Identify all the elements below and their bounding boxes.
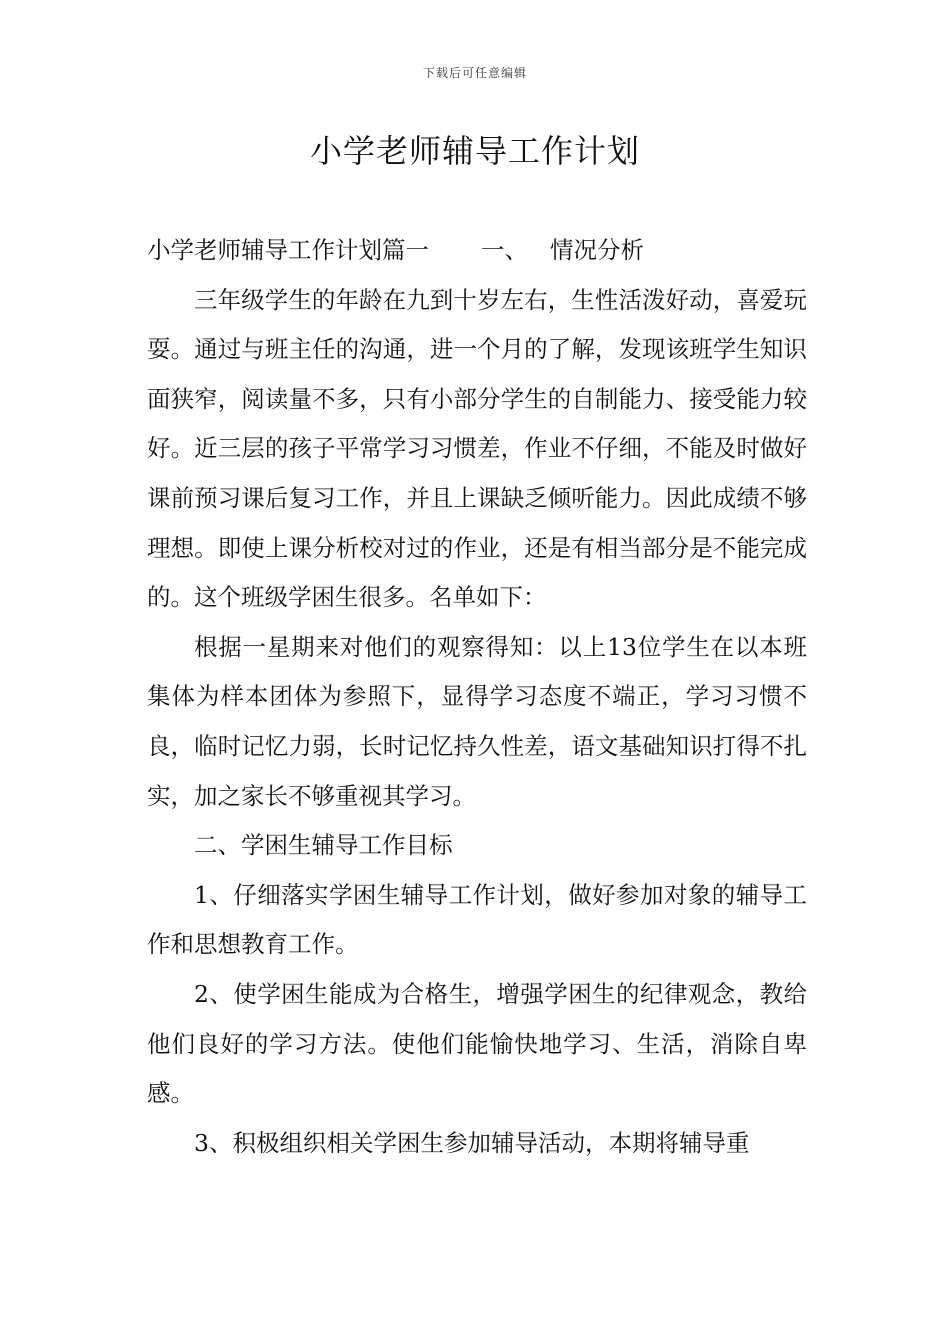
section-heading-text: 小学老师辅导工作计划篇一 bbox=[147, 236, 429, 264]
header-note: 下载后可任意编辑 bbox=[422, 66, 527, 80]
intro-line bbox=[147, 226, 807, 276]
section-title: 情况分析 bbox=[550, 236, 644, 264]
paragraph: 2、使学困生能成为合格生，增强学困生的纪律观念，教给他们良好的学习方法。使他们能愉快地学习、生活，消除自卑感。 bbox=[147, 979, 807, 1108]
paragraph: 3、积极组织相关学困生参加辅导活动，本期将辅导重 bbox=[194, 1128, 750, 1157]
paragraph: 1、仔细落实学困生辅导工作计划，做好参加对象的辅导工作和思想教育工作。 bbox=[147, 880, 807, 959]
paragraph: 根据一星期来对他们的观察得知：以上13位学生在以本班集体为样本团体为参照下，显得学习态度不端正，学习习惯不良，临时记忆力弱，长时记忆持久性差，语文基础知识打得不扎实，加之家长不够重视其学习。 bbox=[147, 632, 807, 810]
paragraph: 三年级学生的年龄在九到十岁左右，生性活泼好动，喜爱玩耍。通过与班主任的沟通，进一个月的了解，发现该班学生知识面狭窄，阅读量不多，只有小部分学生的自制能力、接受能力较好。近三层的孩子平常学习习惯差，作业不仔细，不能及时做好课前预习课后复习工作，并且上课缺乏倾听能力。因此成绩不够理想。即使上课分析校对过的作业，还是有相当部分是不能完成的。这个班级学困生很多。名单如下： bbox=[147, 285, 807, 612]
document-title: 小学老师辅导工作计划 bbox=[309, 132, 640, 170]
section-heading: 二、学困生辅导工作目标 bbox=[194, 831, 453, 860]
document-body bbox=[147, 226, 807, 1168]
section-number: 一、 bbox=[481, 236, 528, 264]
